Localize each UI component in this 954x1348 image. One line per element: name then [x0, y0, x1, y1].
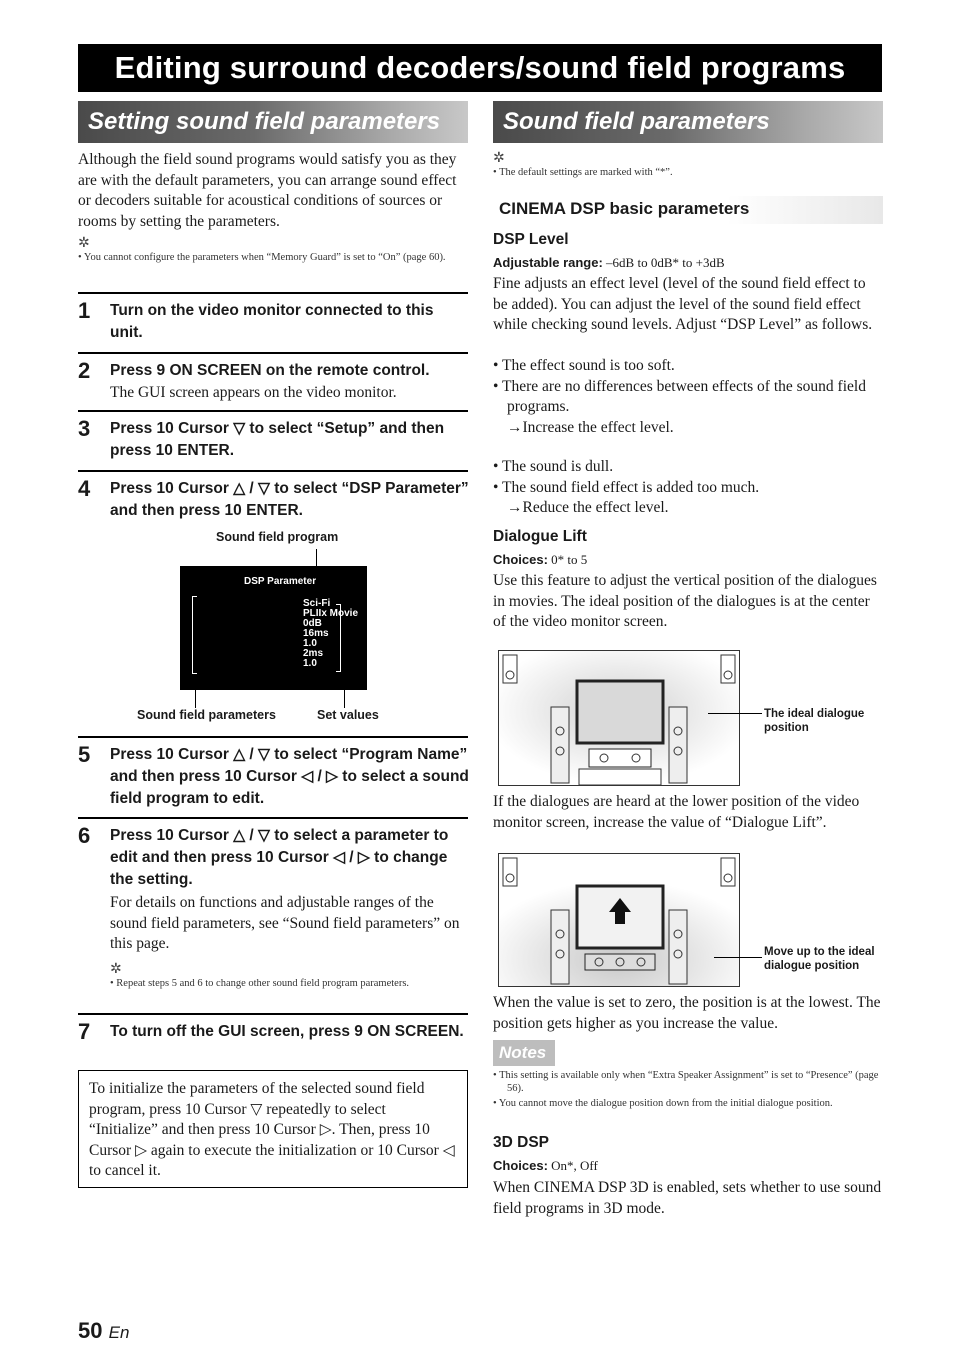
bullet: • The sound field effect is added too much. [493, 478, 760, 496]
tip-icon: ✲ [78, 236, 90, 251]
choices-label: Choices: [493, 1158, 548, 1173]
step-number: 3 [78, 416, 91, 441]
3d-dsp-choices [493, 1158, 883, 1174]
bullet: • There are no differences between effects of the sound field programs. [493, 377, 866, 415]
note-item: • This setting is available only when “Extra Speaker Assignment” is set to “Presence” (page 56). [493, 1070, 879, 1094]
note-item: • You cannot move the dialogue position down from the initial dialogue position. [493, 1098, 833, 1109]
dsp-level-bullets-reduce [493, 457, 883, 519]
dialogue-lift-choices [493, 552, 883, 568]
result: →Reduce the effect level. [507, 499, 669, 516]
step-1 [78, 292, 468, 354]
tip-2-text: • Repeat steps 5 and 6 to change other sound field program parameters. [110, 978, 410, 989]
dsp-level-bullets-increase [493, 356, 883, 438]
step-4 [78, 470, 468, 528]
dialogue-lift-after-1: If the dialogues are heard at the lower position of the video monitor screen, increase the value of “Dialogue Lift”. [493, 793, 860, 831]
osd-caption-top: Sound field program [216, 530, 339, 544]
dialogue-lift-title: Dialogue Lift [493, 528, 587, 545]
notes-label: Notes [493, 1040, 555, 1066]
home-theater-arrow-icon [499, 854, 739, 986]
page-banner-title: Editing surround decoders/sound field programs [78, 44, 882, 92]
gui-screen-illustration: DSP Parameter Program Name Sci-Fi Decode Type PLIIx Movie DSP Level 0dB P. Initial Delay 16ms P. Room Size 1.0 Sur. Initial Delay 2ms Sur. Room Size 1.0 [180, 566, 367, 690]
osd-caption-left: Sound field parameters [137, 708, 276, 722]
dsp-level-desc: Fine adjusts an effect level (level of the sound field effect to be added). You can adjust the level of the sound field effect while checking sound levels. Adjust “DSP Level” as follows. [493, 275, 873, 333]
dialogue-lift-after-2: When the value is set to zero, the position is at the lowest. The position gets higher as you increase the value. [493, 994, 881, 1032]
step-number: 7 [78, 1019, 91, 1044]
choices-value: On*, Off [551, 1158, 598, 1173]
step-5 [78, 736, 468, 818]
right-tip-text: • The default settings are marked with “*”. [493, 167, 673, 178]
dialogue-lift-desc: Use this feature to adjust the vertical position of the dialogues in movies. The ideal position of the dialogues is at the center of the video monitor screen. [493, 572, 877, 630]
move-up-illustration [498, 853, 740, 987]
step-title: Press 10 Cursor △ / ▽ to select “DSP Parameter” and then press 10 ENTER. [110, 480, 469, 519]
osd-leader-right [344, 640, 345, 708]
3d-dsp-desc: When CINEMA DSP 3D is enabled, sets whether to use sound field programs in 3D mode. [493, 1179, 882, 1217]
dsp-level-title: DSP Level [493, 231, 569, 248]
intro-text: Although the field sound programs would satisfy you as they are with the default parameters, you can arrange sound effect or decoders suitable for acoustical conditions of sources or rooms by setting the parameters. [78, 151, 457, 230]
tip-icon: ✲ [493, 151, 505, 166]
osd-bracket-right [336, 604, 341, 672]
right-section-heading: Sound field parameters [493, 101, 883, 143]
tip-icon: ✲ [110, 962, 122, 977]
step-number: 5 [78, 742, 91, 767]
3d-dsp-title: 3D DSP [493, 1134, 549, 1151]
callout-line-1 [708, 713, 762, 714]
osd-caption-right: Set values [317, 708, 379, 722]
step-title: Press 9 ON SCREEN on the remote control. [110, 362, 430, 379]
osd-leader-left [195, 690, 196, 708]
step-title: Press 10 Cursor △ / ▽ to select a parameter to edit and then press 10 Cursor ◁ / ▷ to change the setting. [110, 827, 449, 888]
step-body: The GUI screen appears on the video monitor. [110, 384, 397, 401]
cinema-dsp-subheading-bar [493, 196, 883, 224]
step-number: 6 [78, 823, 91, 848]
step-number: 2 [78, 358, 91, 383]
initialize-note-text: To initialize the parameters of the selected sound field program, press 10 Cursor ▽ repeatedly to select “Initialize” and then press 10 Cursor ▷. Then, press 10 Cursor ▷ again to execute the initialization or 10 Cursor ◁ to cancel it. [89, 1080, 455, 1179]
bullet: • The effect sound is too soft. [493, 357, 675, 374]
page-language: En [108, 1323, 130, 1342]
result: →Increase the effect level. [507, 418, 674, 436]
tip-1-text: • You cannot configure the parameters when “Memory Guard” is set to “On” (page 60). [78, 252, 446, 263]
initialize-note-box [78, 1070, 468, 1188]
cinema-dsp-subheading: CINEMA DSP basic parameters [499, 199, 750, 218]
notes-list [493, 1069, 883, 1110]
callout-line-2 [714, 957, 762, 958]
left-section-heading: Setting sound field parameters [78, 101, 468, 143]
step-7 [78, 1013, 468, 1067]
page-number [78, 1318, 129, 1344]
range-value: –6dB to 0dB* to +3dB [606, 255, 725, 270]
step-number: 1 [78, 298, 91, 323]
step-6 [78, 817, 468, 1009]
ideal-dialogue-illustration [498, 650, 740, 786]
step-title: To turn off the GUI screen, press 9 ON SCREEN. [110, 1023, 464, 1040]
right-tip [493, 152, 883, 179]
step-title: Press 10 Cursor ▽ to select “Setup” and then press 10 ENTER. [110, 420, 445, 459]
osd-bracket-left [192, 596, 197, 674]
callout-move-up: Move up to the ideal dialogue position [764, 946, 875, 972]
step-title: Turn on the video monitor connected to this unit. [110, 302, 434, 341]
home-theater-icon [499, 651, 739, 785]
choices-value: 0* to 5 [551, 552, 588, 567]
tip-2 [110, 963, 440, 990]
step-title: Press 10 Cursor △ / ▽ to select “Program Name” and then press 10 Cursor ◁ / ▷ to select a sound field program to edit. [110, 746, 469, 807]
osd-title: DSP Parameter [244, 576, 317, 587]
dsp-level-range [493, 255, 883, 271]
step-2 [78, 352, 468, 408]
choices-label: Choices: [493, 552, 548, 567]
bullet: • The sound is dull. [493, 458, 614, 475]
callout-ideal-dialogue: The ideal dialogue position [764, 708, 865, 734]
step-body: For details on functions and adjustable ranges of the sound field parameters, see “Sound field parameters” on this page. [110, 894, 460, 952]
range-label: Adjustable range: [493, 255, 603, 270]
tip-1 [78, 237, 468, 264]
step-number: 4 [78, 476, 91, 501]
page-number-value: 50 [78, 1318, 103, 1343]
step-3 [78, 410, 468, 472]
